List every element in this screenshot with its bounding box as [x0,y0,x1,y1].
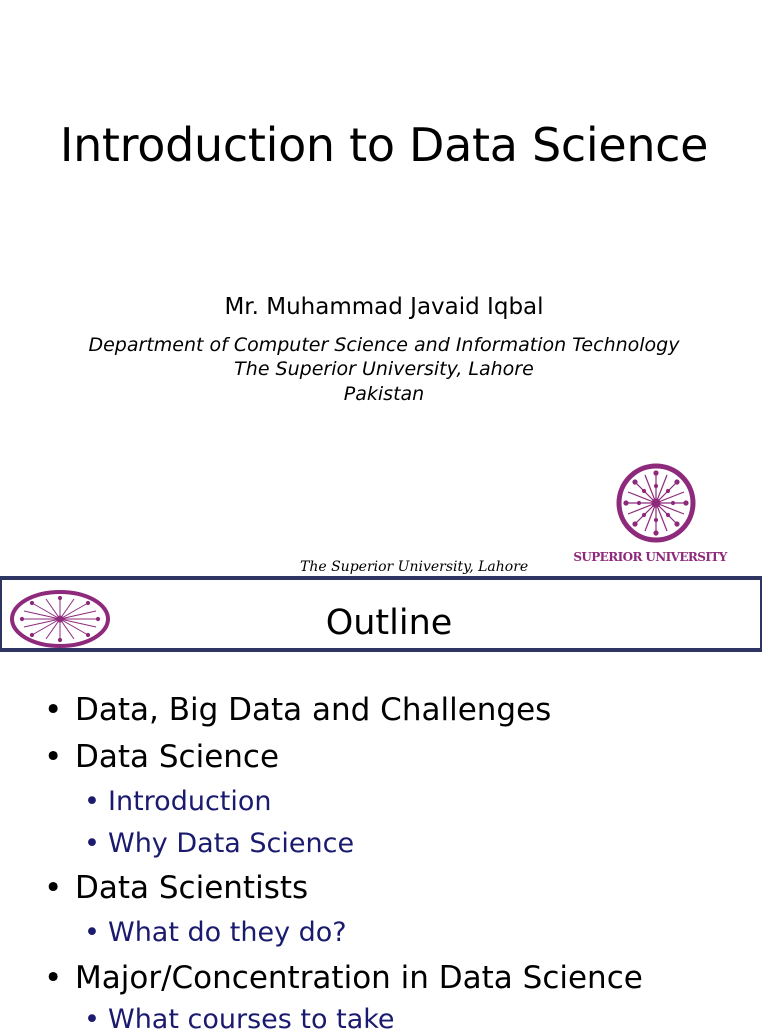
bullet-level2: • Introduction [84,786,272,817]
outline-slide [0,576,764,1035]
bullet-text: What do they do? [108,917,347,948]
bullet-level1: • Data, Big Data and Challenges [44,692,552,728]
bullet-text: Major/Concentration in Data Science [75,960,643,996]
bullet-text: Why Data Science [108,828,355,859]
author-name: Mr. Muhammad Javaid Iqbal [224,294,544,320]
bullet-text: Introduction [108,786,272,817]
affiliation-department: Department of Computer Science and Information Technology [88,334,680,356]
bullet-text: Data, Big Data and Challenges [75,692,552,728]
bullet-level1: • Data Science [44,739,280,775]
outline-title: Outline [325,603,453,643]
bullet-text: Data Science [75,739,280,775]
slide-footer: The Superior University, Lahore [300,559,529,575]
university-logo-label: SUPERIOR UNIVERSITY [573,550,727,564]
bullet-text: What courses to take [108,1004,395,1035]
university-logo [570,456,730,576]
bullet-level2: • Why Data Science [84,828,355,859]
bullet-level1: • Data Scientists [44,870,309,906]
affiliation-country: Pakistan [343,383,425,405]
slide-title: Introduction to Data Science [59,118,709,172]
slide-header [0,576,762,652]
bullet-level1: • Major/Concentration in Data Science [44,960,643,996]
superior-university-seal-icon [570,456,730,551]
bullet-level2: • What courses to take [84,1004,395,1035]
bullet-level2: • What do they do? [84,917,347,948]
affiliation-university: The Superior University, Lahore [234,358,534,380]
bullet-text: Data Scientists [75,870,309,906]
